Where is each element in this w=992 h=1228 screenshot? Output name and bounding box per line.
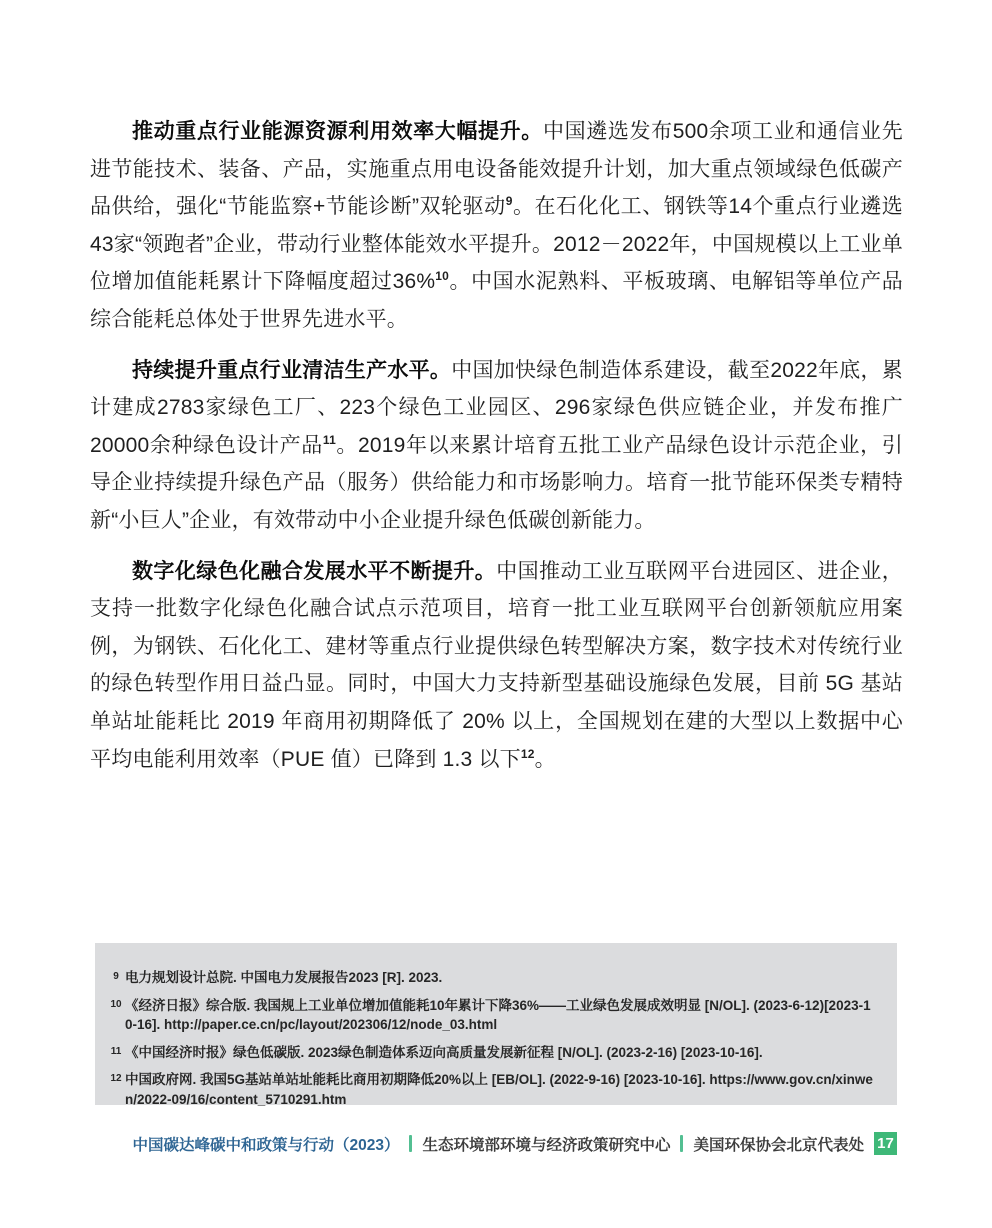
footer-separator: [680, 1135, 683, 1152]
paragraph-lead: 推动重点行业能源资源利用效率大幅提升。: [132, 120, 543, 143]
footnote-number: 12: [110, 1073, 122, 1084]
body-text: [90, 113, 903, 791]
footnote-item: [107, 1043, 873, 1063]
footnote-item: [107, 1070, 873, 1109]
body-paragraph: [90, 113, 903, 339]
body-paragraph: [90, 553, 903, 779]
footnote-text: 中国政府网. 我国5G基站单站址能耗比商用初期降低20%以上 [EB/OL]. (2022-9-16) [2023-10-16]. https://www.gov.cn/xinwen/2022-09/16/content_5710291.htm: [125, 1072, 873, 1107]
paragraph-text: 中国推动工业互联网平台进园区、进企业，支持一批数字化绿色化融合试点示范项目，培育一批工业互联网平台创新领航应用案例，为钢铁、石化化工、建材等重点行业提供绿色转型解决方案，数字技术对传统行业的绿色转型作用日益凸显。同时，中国大力支持新型基础设施绿色发展，目前 5G 基站单站址能耗比 2019 年商用初期降低了 20% 以上，全国规划在建的大型以上数据中心平均电能利用效率（PUE 值）已降到 1.3 以下: [90, 559, 903, 771]
footer-doc-title: 中国碳达峰碳中和政策与行动（2023）: [132, 1136, 400, 1154]
footnote-number: 9: [113, 971, 119, 982]
footnote-text: 电力规划设计总院. 中国电力发展报告2023 [R]. 2023.: [125, 970, 443, 985]
footnote-number: 11: [110, 1045, 122, 1057]
footnote-text: 《经济日报》综合版. 我国规上工业单位增加值能耗10年累计下降36%——工业绿色发展成效明显 [N/OL]. (2023-6-12)[2023-10-16]. http://paper.ce.cn/pc/layout/202306/12/node_03.html: [125, 997, 871, 1032]
footer-org-policy-center: 生态环境部环境与经济政策研究中心: [422, 1136, 671, 1154]
paragraph-lead: 数字化绿色化融合发展水平不断提升。: [132, 559, 497, 583]
footnote-ref: 10: [435, 269, 450, 284]
paragraph-text: 中国加快绿色制造体系建设，截至2022年底，累计建成2783家绿色工厂、223个绿色工业园区、296家绿色供应链企业，并发布推广20000余种绿色设计产品: [90, 358, 903, 457]
paragraph-lead: 持续提升重点行业清洁生产水平。: [132, 358, 452, 382]
paragraph-text: 中国遴选发布500余项工业和通信业先进节能技术、装备、产品，实施重点用电设备能效提升计划，加大重点领域绿色低碳产品供给，强化“节能监察+节能诊断”双轮驱动: [90, 120, 903, 219]
footnote-number: 10: [110, 998, 122, 1010]
footnote-ref: 11: [322, 432, 336, 447]
footnotes-box: [95, 943, 897, 1105]
footnote-item: [107, 968, 873, 988]
footnote-ref: 9: [505, 194, 513, 209]
body-paragraph: [90, 352, 903, 540]
paragraph-text: 。中国水泥熟料、平板玻璃、电解铝等单位产品综合能耗总体处于世界先进水平。: [90, 270, 903, 331]
paragraph-text: 。2019年以来累计培育五批工业产品绿色设计示范企业，引导企业持续提升绿色产品（服务）供给能力和市场影响力。培育一批节能环保类专精特新“小巨人”企业，有效带动中小企业提升绿色低碳创新能力。: [90, 433, 903, 532]
page-footer: [132, 1132, 897, 1155]
page-number-badge: 17: [874, 1132, 897, 1155]
footnote-item: [107, 996, 873, 1035]
footnote-text: 《中国经济时报》绿色低碳版. 2023绿色制造体系迈向高质量发展新征程 [N/OL]. (2023-2-16) [2023-10-16].: [125, 1044, 763, 1060]
footer-separator: [409, 1135, 412, 1152]
footnote-ref: 12: [520, 746, 535, 761]
paragraph-text: 。: [534, 747, 556, 771]
footer-org-edf-beijing: 美国环保协会北京代表处: [693, 1136, 864, 1154]
paragraph-text: 。在石化化工、钢铁等14个重点行业遴选43家“领跑者”企业，带动行业整体能效水平提升。2012－2022年，中国规模以上工业单位增加值能耗累计下降幅度超过36%: [90, 195, 903, 294]
